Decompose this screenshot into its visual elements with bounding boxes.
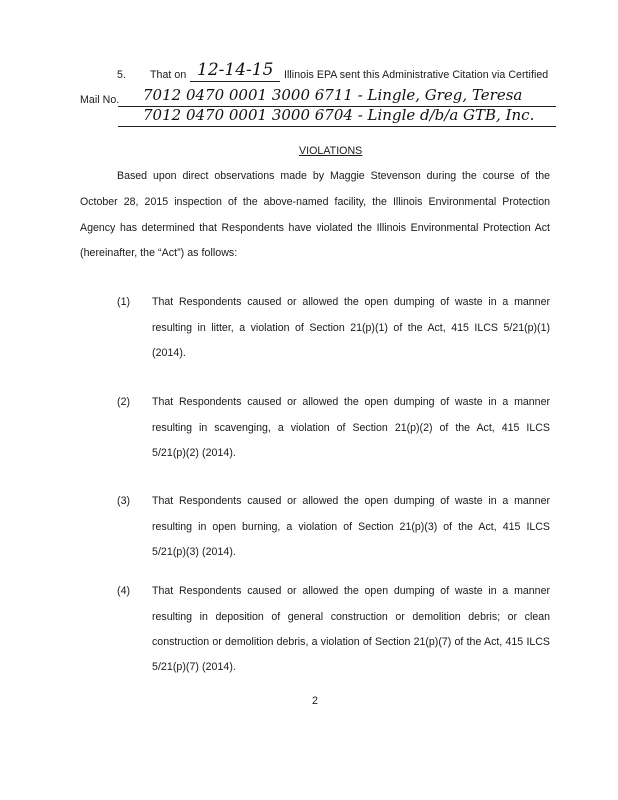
violation-2-line-2: resulting in scavenging, a violation of Section 21(p)(2) of the Act, 415 ILCS	[152, 422, 550, 434]
violation-4-line-4: 5/21(p)(7) (2014).	[152, 661, 236, 673]
violation-2-line-1: That Respondents caused or allowed the open dumping of waste in a manner	[152, 396, 550, 408]
violation-3-line-2: resulting in open burning, a violation of Section 21(p)(3) of the Act, 415 ILCS	[152, 521, 550, 533]
intro-line-3: Agency has determined that Respondents have violated the Illinois Environmental Protection Act	[80, 222, 550, 234]
date-underline	[190, 81, 280, 82]
handwritten-date: 12-14-15	[197, 60, 274, 80]
violation-1-line-1: That Respondents caused or allowed the open dumping of waste in a manner	[152, 296, 550, 308]
violation-1-number: (1)	[117, 296, 131, 308]
violation-4-line-3: construction or demolition debris, a violation of Section 21(p)(7) of the Act, 415 ILCS	[152, 636, 550, 648]
violation-4-line-2: resulting in deposition of general construction or demolition debris; or clean	[152, 611, 550, 623]
item5-text-after: Illinois EPA sent this Administrative Citation via Certified	[284, 69, 549, 81]
mail-underline-2	[118, 126, 556, 127]
violation-4-line-1: That Respondents caused or allowed the open dumping of waste in a manner	[152, 585, 550, 597]
mail-label: Mail No.	[80, 94, 120, 106]
violation-2-number: (2)	[117, 396, 131, 408]
violation-3-line-3: 5/21(p)(3) (2014).	[152, 546, 236, 558]
page-number: 2	[312, 695, 318, 707]
violation-4-number: (4)	[117, 585, 131, 597]
violation-3-number: (3)	[117, 495, 131, 507]
violations-heading: VIOLATIONS	[299, 145, 363, 157]
violation-3-line-1: That Respondents caused or allowed the open dumping of waste in a manner	[152, 495, 550, 507]
intro-line-2: October 28, 2015 inspection of the above-named facility, the Illinois Environmental Protection	[80, 196, 550, 208]
violation-1-line-2: resulting in litter, a violation of Section 21(p)(1) of the Act, 415 ILCS 5/21(p)(1)	[152, 322, 550, 334]
intro-line-1: Based upon direct observations made by Maggie Stevenson during the course of the	[117, 170, 550, 182]
handwritten-mail-number-2: 7012 0470 0001 3000 6704 - Lingle d/b/a GTB, Inc.	[143, 106, 535, 124]
violation-1-line-3: (2014).	[152, 347, 186, 359]
item5-number: 5.	[117, 69, 126, 81]
handwritten-mail-number-1: 7012 0470 0001 3000 6711 - Lingle, Greg, Teresa	[143, 86, 523, 104]
violation-2-line-3: 5/21(p)(2) (2014).	[152, 447, 236, 459]
intro-line-4: (hereinafter, the “Act”) as follows:	[80, 247, 238, 259]
item5-text-before: That on	[150, 69, 187, 81]
